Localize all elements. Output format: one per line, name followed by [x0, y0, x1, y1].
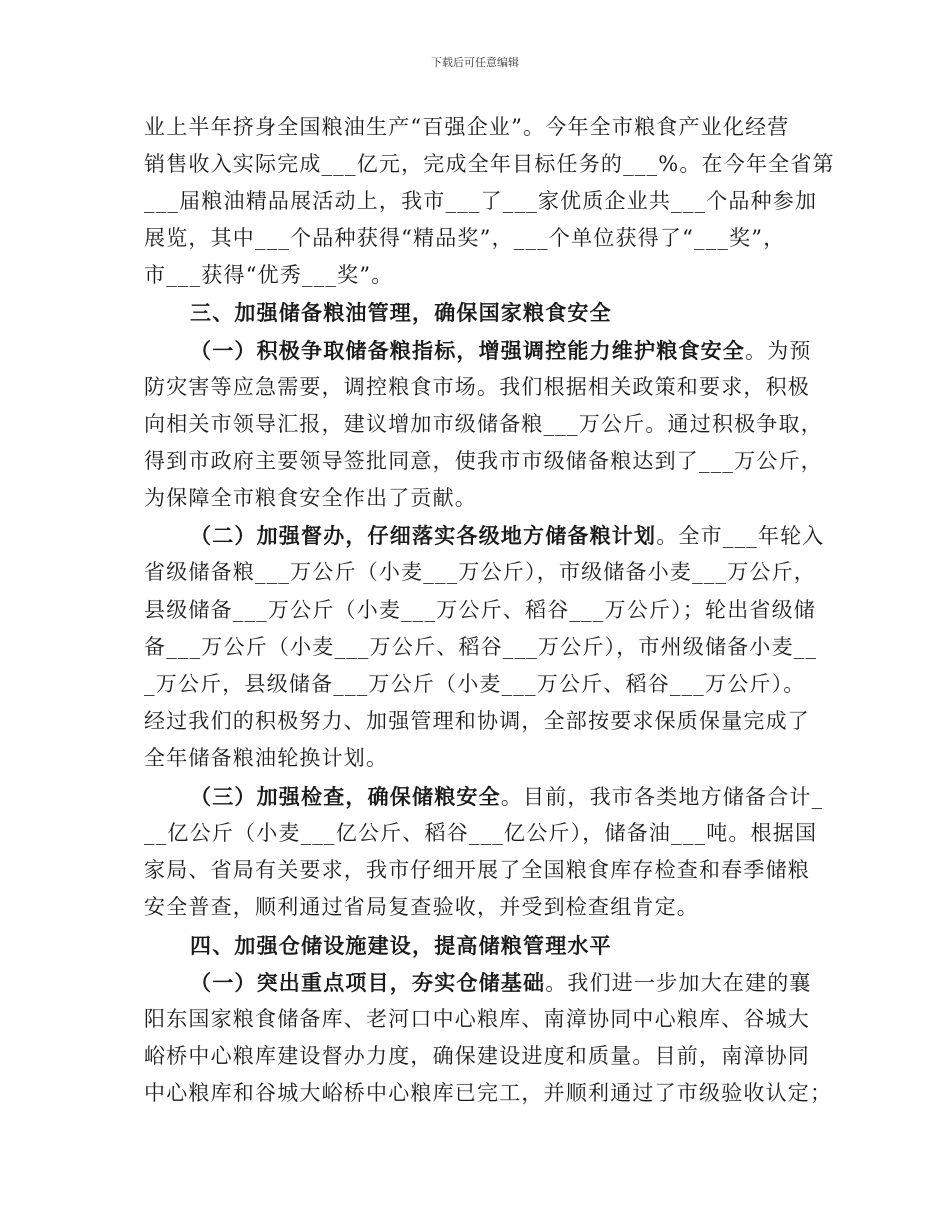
body-line: 业上半年挤身全国粮油生产“百强企业”。今年全市粮食产业化经营	[144, 115, 790, 139]
subsection-line	[190, 972, 812, 994]
body-line: 备___万公斤（小麦___万公斤、稻谷___万公斤），市州级储备小麦__	[144, 635, 818, 659]
body-line: 展览，其中___个品种获得“精品奖”，___个单位获得了“___奖”，	[144, 226, 786, 250]
subsection-line	[190, 340, 812, 362]
body-line: 防灾害等应急需要，调控粮食市场。我们根据相关政策和要求，积极	[144, 375, 810, 399]
body-line: 阳东国家粮食储备库、老河口中心粮库、南漳协同中心粮库、谷城大	[144, 1007, 810, 1031]
body-line: __亿公斤（小麦___亿公斤、稻谷___亿公斤），储备油___吨。根据国	[144, 821, 818, 845]
subsection-line	[190, 525, 825, 547]
body-line: 全年储备粮油轮换计划。	[144, 746, 389, 770]
body-text: 。全市___年轮入	[656, 524, 825, 548]
body-text: 。我们进一步加大在建的襄	[545, 971, 812, 995]
section-heading: 四、加强仓储设施建设，提高储粮管理水平	[190, 933, 612, 958]
body-line: 家局、省局有关要求，我市仔细开展了全国粮食库存检查和春季储粮	[144, 858, 810, 882]
body-line: 得到市政府主要领导签批同意，使我市市级储备粮达到了___万公斤，	[144, 449, 823, 473]
body-line: 为保障全市粮食安全作出了贡献。	[144, 486, 477, 510]
body-line: 县级储备___万公斤（小麦___万公斤、稻谷___万公斤）；轮出省级储	[144, 598, 816, 622]
body-text: 。为预	[745, 339, 812, 363]
subsection-title: （三）加强检查，确保储粮安全	[190, 784, 501, 809]
body-line: 中心粮库和谷城大峪桥中心粮库已完工，并顺利通过了市级验收认定；	[144, 1081, 833, 1105]
section-heading: 三、加强储备粮油管理，确保国家粮食安全	[190, 300, 612, 325]
body-line: 销售收入实际完成___亿元，完成全年目标任务的___%。在今年全省第	[144, 152, 835, 176]
subsection-line	[190, 786, 823, 808]
body-line: ___届粮油精品展活动上，我市___了___家优质企业共___个品种参加	[144, 189, 818, 213]
subsection-title: （一）突出重点项目，夯实仓储基础	[190, 970, 546, 995]
body-line: 市___获得“优秀___奖”。	[144, 263, 394, 287]
body-line: 峪桥中心粮库建设督办力度，确保建设进度和质量。目前，南漳协同	[144, 1044, 810, 1068]
body-line: 经过我们的积极努力、加强管理和协调，全部按要求保质保量完成了	[144, 709, 810, 733]
body-line: 向相关市领导汇报，建议增加市级储备粮___万公斤。通过积极争取，	[144, 412, 823, 436]
subsection-title: （一）积极争取储备粮指标，增强调控能力维护粮食安全	[190, 338, 745, 363]
body-line: 安全普查，顺利通过省局复查验收，并受到检查组肯定。	[144, 895, 699, 919]
body-line: 省级储备粮___万公斤（小麦___万公斤），市级储备小麦___万公斤，	[144, 560, 816, 584]
subsection-title: （二）加强督办，仔细落实各级地方储备粮计划	[190, 523, 657, 548]
page-header: 下载后可任意编辑	[431, 56, 519, 69]
body-line: _万公斤，县级储备___万公斤（小麦___万公斤、稻谷___万公斤）。	[144, 672, 806, 696]
body-text: 。目前，我市各类地方储备合计_	[500, 785, 824, 809]
